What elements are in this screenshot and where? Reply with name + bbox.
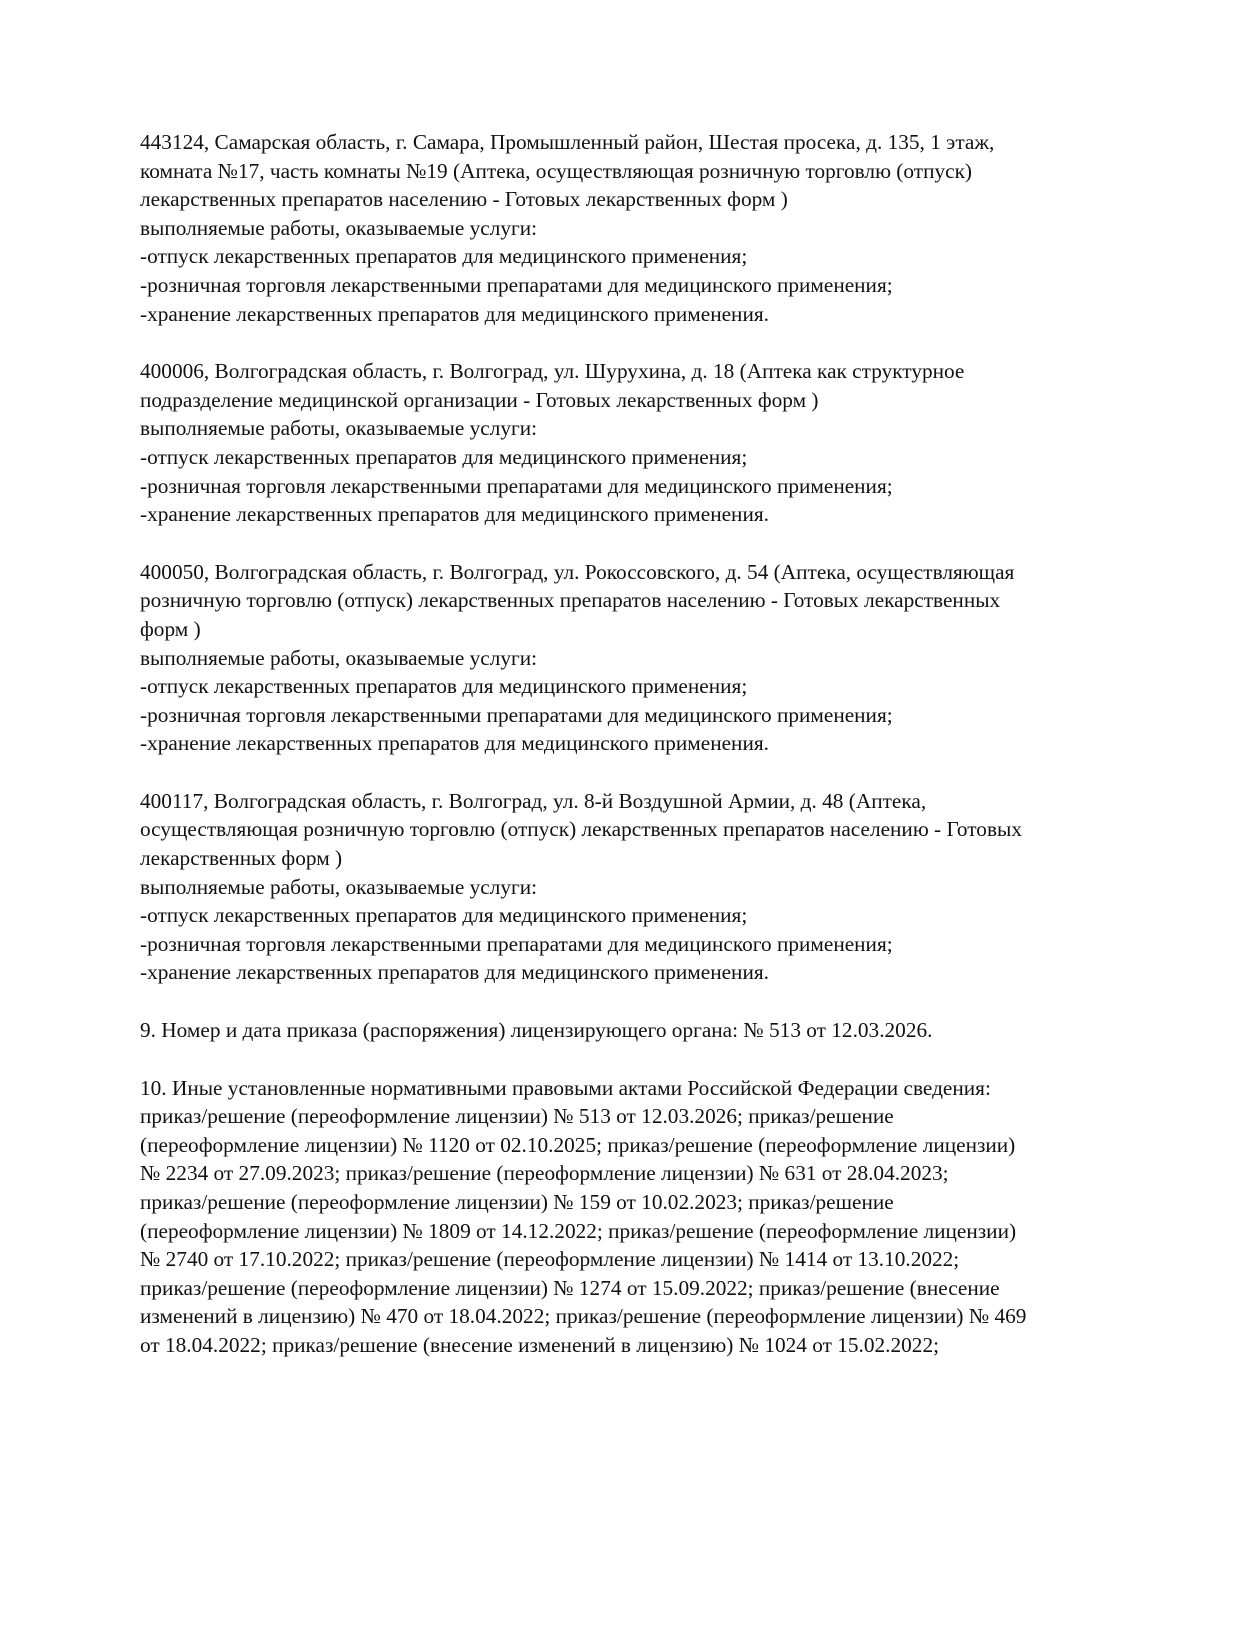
text-line: 9. Номер и дата приказа (распоряжения) лицензирующего органа: № 513 от 12.03.2026. [140, 1018, 933, 1043]
order-number-section [140, 1016, 1140, 1045]
text-line: -хранение лекарственных препаратов для медицинского применения. [140, 301, 769, 326]
text-line: лекарственных форм ) [140, 846, 343, 871]
text-line: -отпуск лекарственных препаратов для медицинского применения; [140, 674, 748, 699]
text-line: лекарственных препаратов населению - Готовых лекарственных форм ) [140, 187, 788, 212]
text-line: -отпуск лекарственных препаратов для медицинского применения; [140, 903, 748, 928]
text-line: приказ/решение (переоформление лицензии) № 159 от 10.02.2023; приказ/решение [140, 1190, 894, 1214]
text-line: -хранение лекарственных препаратов для медицинского применения. [140, 502, 769, 527]
text-line: -хранение лекарственных препаратов для медицинского применения. [140, 731, 769, 756]
text-line: 443124, Самарская область, г. Самара, Промышленный район, Шестая просека, д. 135, 1 этаж, [140, 130, 995, 154]
text-line: -розничная торговля лекарственными препаратами для медицинского применения; [140, 702, 893, 727]
pharmacy-address-block-vozdushnoy-armii [140, 787, 1140, 987]
text-line: выполняемые работы, оказываемые услуги: [140, 645, 538, 670]
text-line: (переоформление лицензии) № 1809 от 14.12.2022; приказ/решение (переоформление лицензии) [140, 1218, 1017, 1243]
text-line: от 18.04.2022; приказ/решение (внесение изменений в лицензию) № 1024 от 15.02.2022; [140, 1332, 940, 1357]
pharmacy-address-block-shurukhina [140, 357, 1140, 529]
text-line: (переоформление лицензии) № 1120 от 02.10.2025; приказ/решение (переоформление лицензии) [140, 1132, 1016, 1157]
document-body [140, 128, 1140, 1389]
pharmacy-address-block-rokossovskogo [140, 558, 1140, 758]
text-line: приказ/решение (переоформление лицензии) № 513 от 12.03.2026; приказ/решение [140, 1104, 894, 1129]
text-line: подразделение медицинской организации - Готовых лекарственных форм ) [140, 387, 819, 412]
text-line: выполняемые работы, оказываемые услуги: [140, 215, 538, 240]
pharmacy-address-block-samara [140, 128, 1140, 328]
text-line: 400050, Волгоградская область, г. Волгоград, ул. Рокоссовского, д. 54 (Аптека, осуществляющая [140, 559, 1015, 584]
text-line: № 2740 от 17.10.2022; приказ/решение (переоформление лицензии) № 1414 от 13.10.2022; [140, 1247, 960, 1272]
text-line: изменений в лицензию) № 470 от 18.04.2022; приказ/решение (переоформление лицензии) № 469 [140, 1304, 1027, 1329]
text-line: комната №17, часть комнаты №19 (Аптека, осуществляющая розничную торговлю (отпуск) [140, 158, 973, 183]
text-line: осуществляющая розничную торговлю (отпуск) лекарственных препаратов населению - Готовых [140, 817, 1022, 842]
text-line: -хранение лекарственных препаратов для медицинского применения. [140, 960, 769, 985]
text-line: выполняемые работы, оказываемые услуги: [140, 416, 538, 441]
text-line: выполняемые работы, оказываемые услуги: [140, 874, 538, 899]
text-line: -розничная торговля лекарственными препаратами для медицинского применения; [140, 473, 893, 498]
text-line: -отпуск лекарственных препаратов для медицинского применения; [140, 444, 748, 469]
text-line: приказ/решение (переоформление лицензии) № 1274 от 15.09.2022; приказ/решение (внесение [140, 1275, 1000, 1300]
text-line: 400117, Волгоградская область, г. Волгоград, ул. 8-й Воздушной Армии, д. 48 (Аптека, [140, 788, 927, 813]
text-line: -отпуск лекарственных препаратов для медицинского применения; [140, 244, 748, 269]
text-line: форм ) [140, 616, 201, 641]
text-line: 400006, Волгоградская область, г. Волгоград, ул. Шурухина, д. 18 (Аптека как структурное [140, 359, 965, 384]
text-line: -розничная торговля лекарственными препаратами для медицинского применения; [140, 272, 893, 297]
other-information-section [140, 1074, 1140, 1360]
text-line: -розничная торговля лекарственными препаратами для медицинского применения; [140, 931, 893, 956]
text-line: 10. Иные установленные нормативными правовыми актами Российской Федерации сведения: [140, 1075, 991, 1100]
text-line: розничную торговлю (отпуск) лекарственных препаратов населению - Готовых лекарственных [140, 588, 1001, 613]
text-line: № 2234 от 27.09.2023; приказ/решение (переоформление лицензии) № 631 от 28.04.2023; [140, 1161, 949, 1186]
